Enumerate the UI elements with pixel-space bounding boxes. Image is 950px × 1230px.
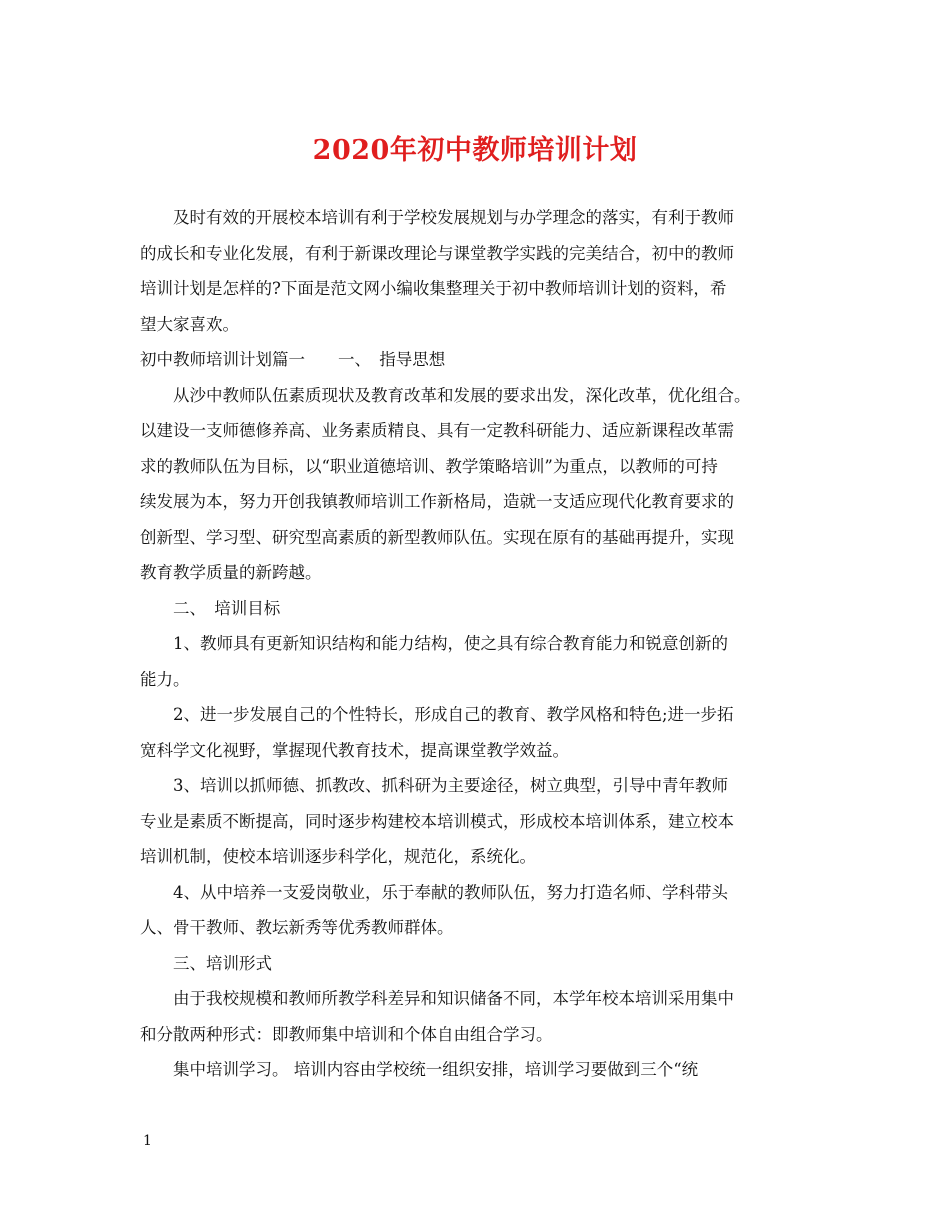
paragraph-line: 1、教师具有更新知识结构和能力结构，使之具有综合教育能力和锐意创新的 xyxy=(173,634,728,653)
paragraph-line: 望大家喜欢。 xyxy=(140,314,239,334)
paragraph-line: 培训计划是怎样的?下面是范文网小编收集整理关于初中教师培训计划的资料，希 xyxy=(140,279,727,298)
paragraph-line: 求的教师队伍为目标，以“职业道德培训、教学策略培训”为重点，以教师的可持 xyxy=(140,456,718,476)
paragraph-line: 创新型、学习型、研究型高素质的新型教师队伍。实现在原有的基础再提升，实现 xyxy=(140,527,734,547)
paragraph-line: 专业是素质不断提高，同时逐步构建校本培训模式，形成校本培训体系，建立校本 xyxy=(140,811,734,831)
paragraph-line: 4、从中培养一支爱岗敬业，乐于奉献的教师队伍，努力打造名师、学科带头 xyxy=(173,882,728,902)
document-title: 2020年初中教师培训计划 xyxy=(312,135,638,166)
paragraph-line: 续发展为本，努力开创我镇教师培训工作新格局，造就一支适应现代化教育要求的 xyxy=(140,492,734,511)
paragraph-line: 从沙中教师队伍素质现状及教育改革和发展的要求出发，深化改革，优化组合。 xyxy=(173,385,751,405)
paragraph-line: 2、进一步发展自己的个性特长，形成自己的教育、教学风格和特色;进一步拓 xyxy=(173,705,734,724)
paragraph-line: 培训机制，使校本培训逐步科学化，规范化，系统化。 xyxy=(140,847,536,866)
page-number: 1 xyxy=(143,1133,152,1149)
section-heading: 二、 培训目标 xyxy=(173,598,281,618)
section-heading: 三、培训形式 xyxy=(173,953,272,973)
document-body xyxy=(140,200,830,1088)
paragraph-line: 人、骨干教师、教坛新秀等优秀教师群体。 xyxy=(140,918,454,937)
paragraph-line: 教育教学质量的新跨越。 xyxy=(140,563,322,582)
paragraph-line: 集中培训学习。 培训内容由学校统一组织安排，培训学习要做到三个“统 xyxy=(173,1060,699,1079)
paragraph-line: 的成长和专业化发展，有利于新课改理论与课堂教学实践的完美结合，初中的教师 xyxy=(140,243,734,263)
section-heading: 初中教师培训计划篇一 一、 指导思想 xyxy=(140,350,446,369)
paragraph-line: 及时有效的开展校本培训有利于学校发展规划与办学理念的落实，有利于教师 xyxy=(173,208,734,227)
paragraph-line: 宽科学文化视野，掌握现代教育技术，提高课堂教学效益。 xyxy=(140,740,569,760)
paragraph-line: 能力。 xyxy=(140,669,190,689)
paragraph-line: 和分散两种形式：即教师集中培训和个体自由组合学习。 xyxy=(140,1024,553,1044)
paragraph-line: 由于我校规模和教师所教学科差异和知识储备不同，本学年校本培训采用集中 xyxy=(173,989,734,1008)
paragraph-line: 以建设一支师德修养高、业务素质精良、具有一定教科研能力、适应新课程改革需 xyxy=(140,421,734,440)
paragraph-line: 3、培训以抓师德、抓教改、抓科研为主要途径，树立典型，引导中青年教师 xyxy=(173,776,728,795)
